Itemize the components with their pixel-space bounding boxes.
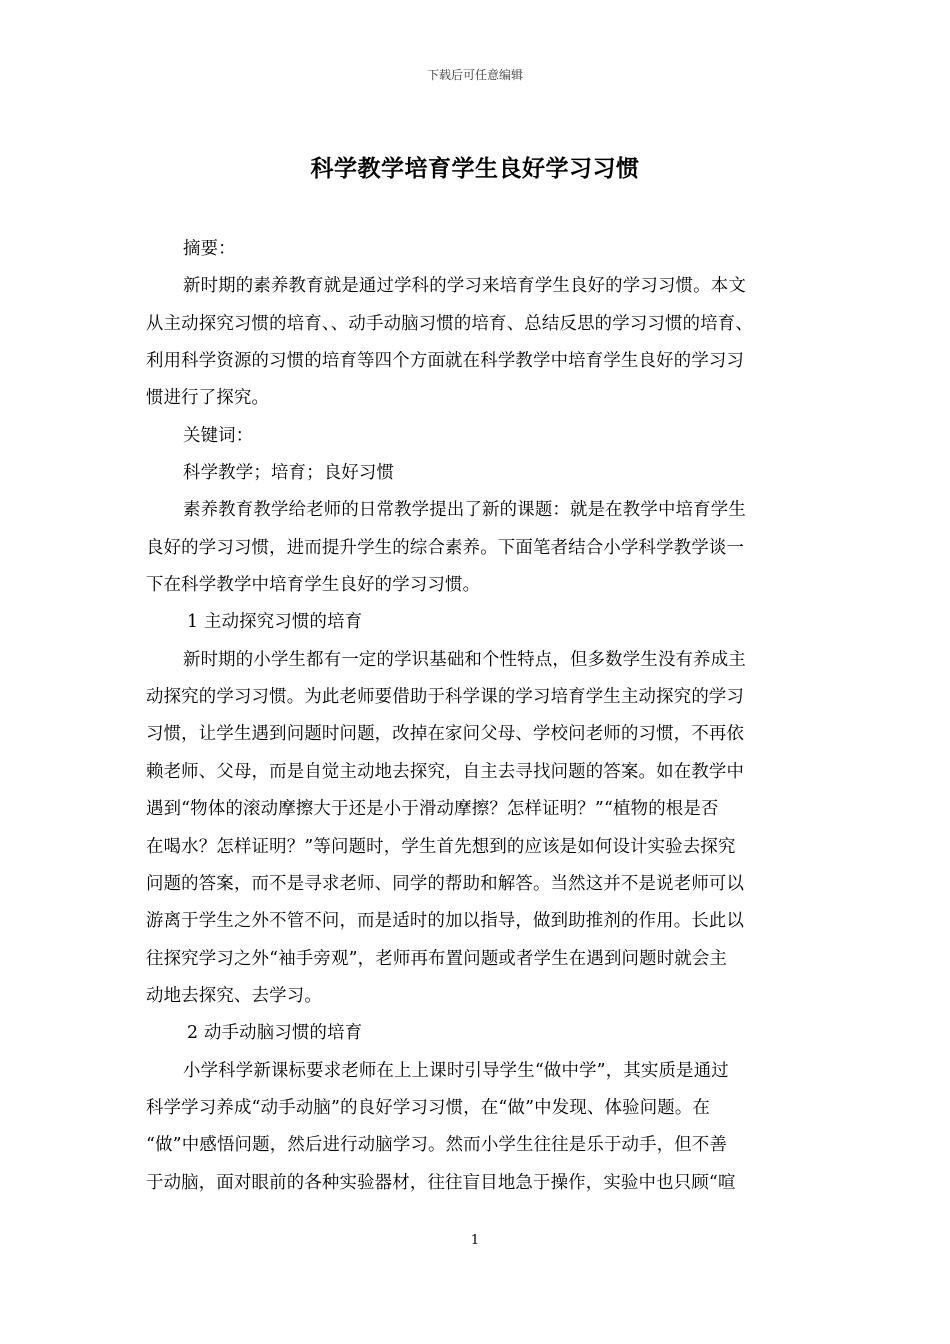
text-line: 赖老师、父母，而是自觉主动地去探究，自主去寻找问题的答案。如在教学中 bbox=[146, 761, 745, 782]
page-header: 下载后可任意编辑 bbox=[426, 68, 523, 82]
text-line: 游离于学生之外不管不问，而是适时的加以指导，做到助推剂的作用。长此以 bbox=[146, 911, 745, 932]
text-line: 于动脑，面对眼前的各种实验器材，往往盲目地急于操作，实验中也只顾“喧 bbox=[146, 1172, 736, 1193]
text-line: 关键词： bbox=[183, 425, 254, 446]
text-line: 下在科学教学中培育学生良好的学习习惯。 bbox=[146, 575, 481, 596]
text-line: 素养教育教学给老师的日常教学提出了新的课题：就是在教学中培育学生 bbox=[183, 500, 746, 521]
text-line: 动探究的学习习惯。为此老师要借助于科学课的学习培育学生主动探究的学习 bbox=[146, 687, 745, 708]
text-line: 动地去探究、去学习。 bbox=[146, 985, 322, 1006]
text-line: 问题的答案，而不是寻求老师、同学的帮助和解答。当然这并不是说老师可以 bbox=[146, 873, 745, 894]
page-number: 1 bbox=[470, 1233, 480, 1248]
text-line: 遇到“物体的滚动摩擦大于还是小于滑动摩擦？怎样证明？”“植物的根是否 bbox=[146, 799, 719, 820]
text-line: 小学科学新课标要求老师在上上课时引导学生“做中学”，其实质是通过 bbox=[183, 1060, 729, 1081]
text-line: 1 主动探究习惯的培育 bbox=[187, 612, 363, 633]
text-line: 科学教学；培育；良好习惯 bbox=[183, 463, 395, 484]
text-line: 良好的学习习惯，进而提升学生的综合素养。下面笔者结合小学科学教学谈一 bbox=[146, 537, 745, 558]
text-line: 利用科学资源的习惯的培育等四个方面就在科学教学中培育学生良好的学习习 bbox=[146, 351, 745, 372]
text-line: 惯进行了探究。 bbox=[146, 388, 270, 409]
document-title: 科学教学培育学生良好学习习惯 bbox=[310, 155, 640, 182]
text-line: “做”中感悟问题，然后进行动脑学习。然而小学生往往是乐于动手，但不善 bbox=[146, 1135, 728, 1156]
text-line: 摘要： bbox=[183, 239, 236, 259]
text-line: 从主动探究习惯的培育、、动手动脑习惯的培育、总结反思的学习习惯的培育、 bbox=[146, 313, 753, 334]
text-line: 往探究学习之外“袖手旁观”，老师再布置问题或者学生在遇到问题时就会主 bbox=[146, 948, 728, 969]
text-line: 新时期的小学生都有一定的学识基础和个性特点，但多数学生没有养成主 bbox=[183, 649, 746, 670]
text-line: 科学学习养成“动手动脑”的良好学习习惯，在“做”中发现、体验问题。在 bbox=[146, 1097, 711, 1118]
text-line: 在喝水？怎样证明？”等问题时，学生首先想到的应该是如何设计实验去探究 bbox=[146, 836, 736, 857]
text-line: 习惯，让学生遇到问题时问题，改掉在家问父母、学校问老师的习惯，不再依 bbox=[146, 724, 745, 745]
text-line: 2 动手动脑习惯的培育 bbox=[187, 1023, 363, 1044]
document-body bbox=[146, 231, 808, 1202]
text-line: 新时期的素养教育就是通过学科的学习来培育学生良好的学习习惯。本文 bbox=[183, 276, 746, 297]
